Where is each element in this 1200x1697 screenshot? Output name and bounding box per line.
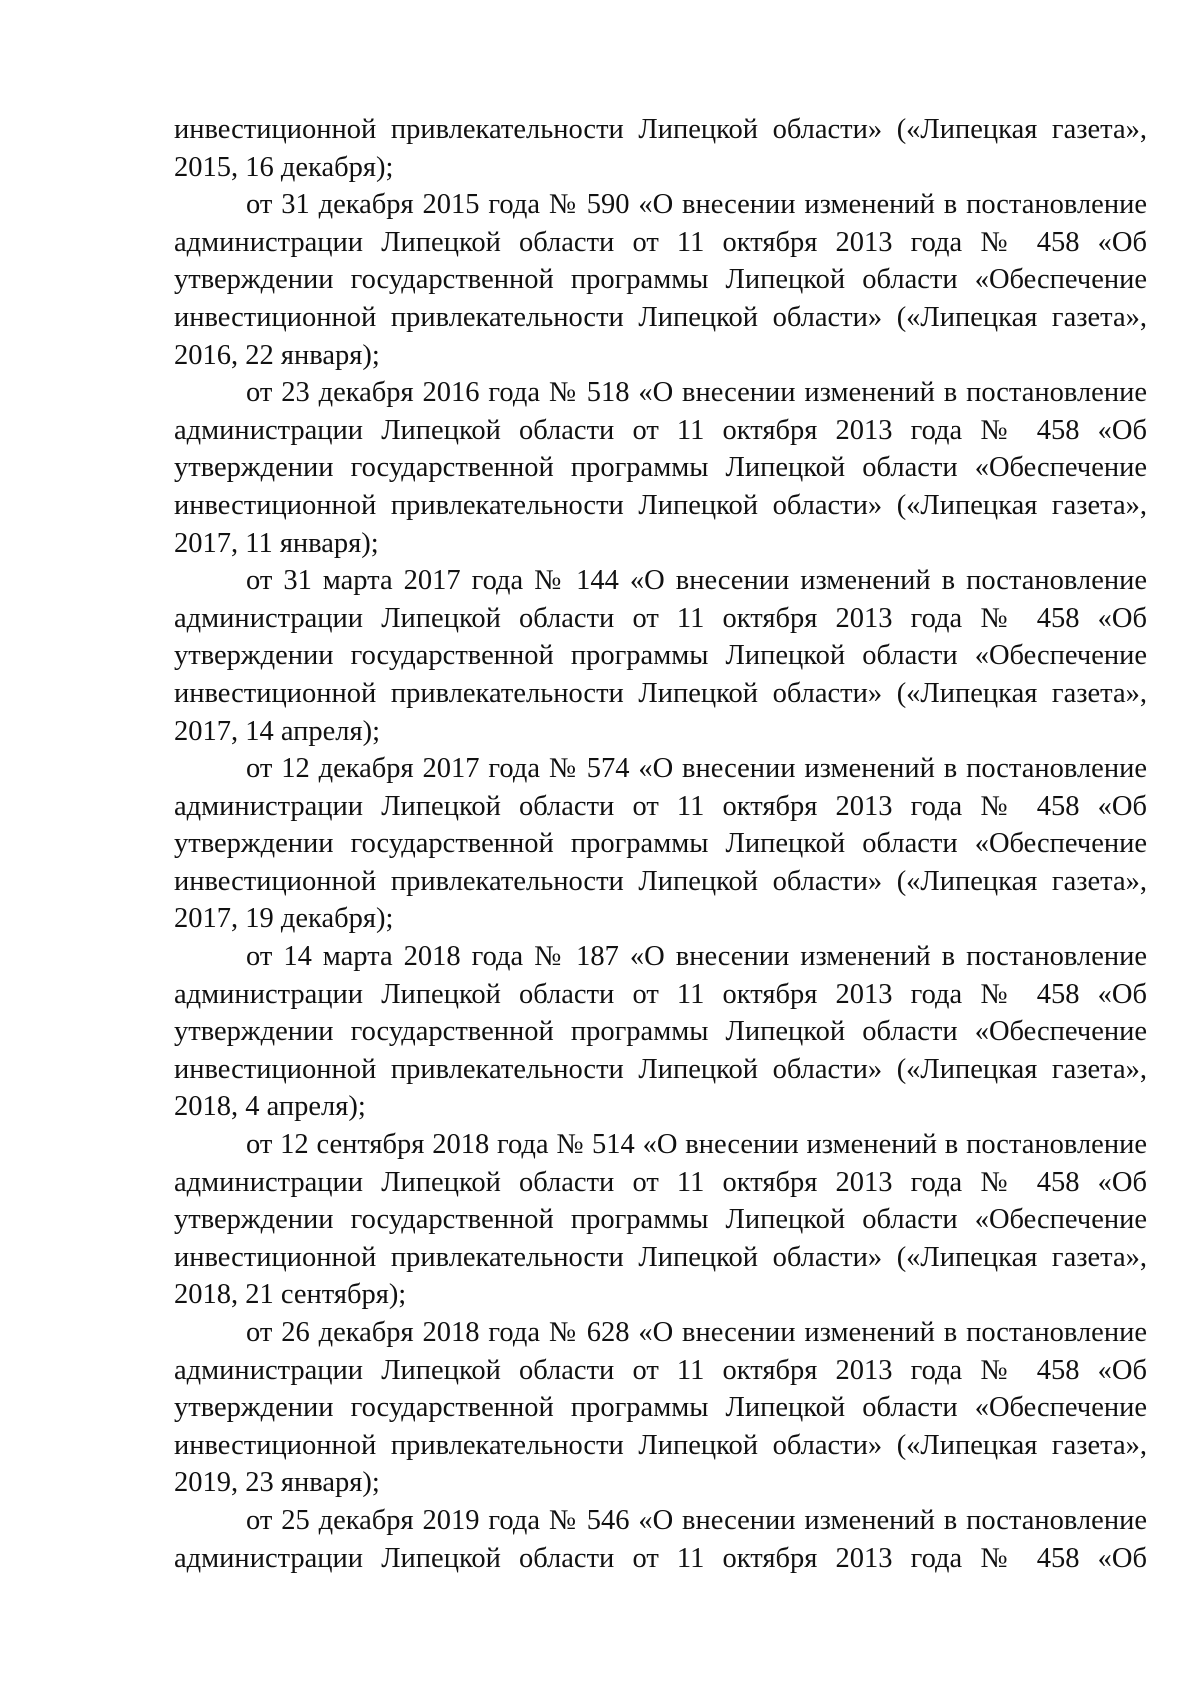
paragraph-last-line: 2017, 14 апреля); <box>174 715 381 747</box>
text-line: утверждении государственной программы Липецкой области «Обеспечение <box>174 1016 1147 1048</box>
text-line: инвестиционной привлекательности Липецкой области» («Липецкая газета», <box>174 1241 1147 1273</box>
text-line: инвестиционной привлекательности Липецкой области» («Липецкая газета», <box>174 1053 1147 1085</box>
paragraph-first-line: от 31 марта 2017 года № 144 «О внесении изменений в постановление <box>246 565 1147 597</box>
text-line: инвестиционной привлекательности Липецкой области» («Липецкая газета», <box>174 301 1147 333</box>
text-line: утверждении государственной программы Липецкой области «Обеспечение <box>174 452 1147 484</box>
text-line: администрации Липецкой области от 11 октября 2013 года № 458 «Об <box>174 978 1147 1010</box>
text-line: администрации Липецкой области от 11 октября 2013 года № 458 «Об <box>174 1166 1147 1198</box>
text-line: утверждении государственной программы Липецкой области «Обеспечение <box>174 640 1147 672</box>
paragraph-first-line: от 23 декабря 2016 года № 518 «О внесении изменений в постановление <box>246 377 1147 409</box>
paragraph-last-line: 2018, 4 апреля); <box>174 1091 366 1123</box>
paragraph-first-line: от 12 сентября 2018 года № 514 «О внесении изменений в постановление <box>246 1129 1147 1161</box>
text-line: администрации Липецкой области от 11 октября 2013 года № 458 «Об <box>174 602 1147 634</box>
paragraph-last-line: 2018, 21 сентября); <box>174 1279 407 1311</box>
text-line: инвестиционной привлекательности Липецкой области» («Липецкая газета», <box>174 114 1147 145</box>
text-line: администрации Липецкой области от 11 октября 2013 года № 458 «Об <box>174 226 1147 258</box>
document-body <box>174 111 1147 1577</box>
paragraph-last-line: 2015, 16 декабря); <box>174 151 394 183</box>
text-line: инвестиционной привлекательности Липецкой области» («Липецкая газета», <box>174 1429 1147 1461</box>
text-line: утверждении государственной программы Липецкой области «Обеспечение <box>174 1392 1147 1424</box>
paragraph-last-line: 2017, 19 декабря); <box>174 903 394 935</box>
text-line: администрации Липецкой области от 11 октября 2013 года № 458 «Об <box>174 1354 1147 1386</box>
paragraph-last-line: 2017, 11 января); <box>174 527 379 559</box>
paragraph-first-line: от 25 декабря 2019 года № 546 «О внесении изменений в постановление <box>246 1504 1147 1536</box>
paragraph-first-line: от 12 декабря 2017 года № 574 «О внесении изменений в постановление <box>246 753 1147 785</box>
paragraph-first-line: от 26 декабря 2018 года № 628 «О внесении изменений в постановление <box>246 1317 1147 1348</box>
paragraph-last-line: 2016, 22 января); <box>174 339 380 371</box>
text-line: утверждении государственной программы Липецкой области «Обеспечение <box>174 1204 1147 1236</box>
paragraph-last-line: 2019, 23 января); <box>174 1467 380 1499</box>
text-line: инвестиционной привлекательности Липецкой области» («Липецкая газета», <box>174 489 1147 521</box>
text-line: администрации Липецкой области от 11 октября 2013 года № 458 «Об <box>174 414 1147 446</box>
text-line: администрации Липецкой области от 11 октября 2013 года № 458 «Об <box>174 790 1147 822</box>
text-line: утверждении государственной программы Липецкой области «Обеспечение <box>174 828 1147 860</box>
text-line: утверждении государственной программы Липецкой области «Обеспечение <box>174 264 1147 296</box>
paragraph-first-line: от 14 марта 2018 года № 187 «О внесении изменений в постановление <box>246 941 1147 973</box>
paragraph-first-line: от 31 декабря 2015 года № 590 «О внесении изменений в постановление <box>246 189 1147 221</box>
text-line: инвестиционной привлекательности Липецкой области» («Липецкая газета», <box>174 677 1147 709</box>
text-line: инвестиционной привлекательности Липецкой области» («Липецкая газета», <box>174 865 1147 897</box>
text-line: администрации Липецкой области от 11 октября 2013 года № 458 «Об <box>174 1542 1147 1574</box>
